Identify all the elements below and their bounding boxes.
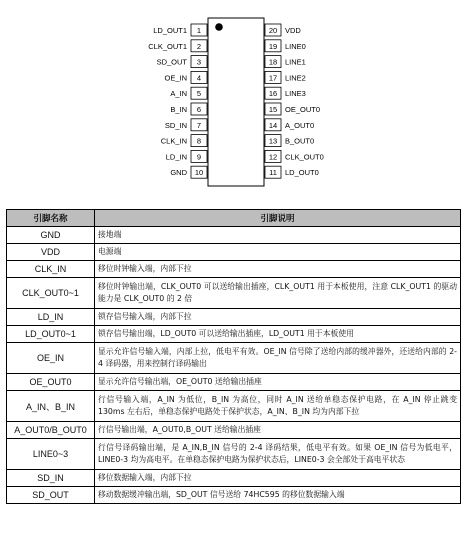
pin-description-cell: 显示允许信号输出端，OE_OUT0 送给输出插座 <box>95 374 461 391</box>
pin-name-cell: OE_OUT0 <box>7 374 95 391</box>
pin-description-cell: 锁存信号输出端，LD_OUT0 可以送给输出插座，LD_OUT1 用于本板使用 <box>95 326 461 343</box>
pin-number-left: 8 <box>196 136 202 146</box>
pin-label-left: CLK_IN <box>160 136 187 146</box>
pin-number-right: 12 <box>268 152 278 162</box>
pin-number-right: 14 <box>268 120 278 130</box>
pin-name-cell: SD_IN <box>7 470 95 487</box>
pin-name-cell: SD_OUT <box>7 487 95 504</box>
table-row <box>7 374 461 391</box>
table-row <box>7 326 461 343</box>
pin-number-right: 11 <box>269 168 277 178</box>
pin-number-right: 17 <box>268 73 278 83</box>
pin-label-right: CLK_OUT0 <box>285 152 324 162</box>
pin-description-cell: 移位数据输入端，内部下拉 <box>95 470 461 487</box>
table-row <box>7 261 461 278</box>
pin-name-cell: CLK_IN <box>7 261 95 278</box>
pin-number-left: 9 <box>196 152 202 162</box>
pin-number-right: 19 <box>268 41 278 51</box>
pin-number-left: 7 <box>196 120 202 130</box>
pin-label-right: LINE2 <box>285 73 306 83</box>
table-row <box>7 227 461 244</box>
pin-label-right: LD_OUT0 <box>285 168 319 178</box>
pin-description-cell: 显示允许信号输入端，内部上拉，低电平有效。OE_IN 信号除了送给内部的缓冲器外，还送给内部的 2-4 译码器，用来控制行译码输出 <box>95 343 461 374</box>
pin-description-cell: 行信号译码输出端，是 A_IN,B_IN 信号的 2-4 译码结果，低电平有效。如果 OE_IN 信号为低电平，LINE0-3 均为高电平。在单稳态保护电路为保护状态后，LINE0-3 会全部处于高电平状态 <box>95 439 461 470</box>
pin-label-left: LD_IN <box>165 152 187 162</box>
pin-number-right: 18 <box>268 57 278 67</box>
pin-name-cell: LD_IN <box>7 309 95 326</box>
table-header-row <box>7 210 461 227</box>
pin-description-cell: 移动数据缓冲输出端，SD_OUT 信号送给 74HC595 的移位数据输入端 <box>95 487 461 504</box>
pin-description-table <box>6 209 461 504</box>
pin-description-cell: 接地端 <box>95 227 461 244</box>
pin-label-right: VDD <box>285 26 301 35</box>
pin-label-right: B_OUT0 <box>285 136 315 146</box>
table-row <box>7 422 461 439</box>
pin-name-cell: A_IN、B_IN <box>7 391 95 422</box>
pin-name-cell: GND <box>7 227 95 244</box>
pin-name-cell: CLK_OUT0~1 <box>7 278 95 309</box>
pin-name-cell: OE_IN <box>7 343 95 374</box>
pin-number-right: 13 <box>268 136 278 146</box>
table-row <box>7 470 461 487</box>
pin-number-right: 16 <box>268 89 278 99</box>
pin-label-right: LINE0 <box>285 41 306 51</box>
pin-name-cell: VDD <box>7 244 95 261</box>
pin-label-left: A_IN <box>170 89 187 99</box>
pin-number-left: 5 <box>196 89 202 99</box>
pin-number-left: 2 <box>196 41 202 51</box>
pin-number-left: 1 <box>196 26 202 35</box>
pin-name-cell: LINE0~3 <box>7 439 95 470</box>
pin-number-left: 3 <box>196 57 202 67</box>
table-row <box>7 244 461 261</box>
pin-label-left: GND <box>170 168 187 178</box>
pin-label-left: LD_OUT1 <box>153 26 187 35</box>
pin-name-cell: A_OUT0/B_OUT0 <box>7 422 95 439</box>
pin1-marker-dot <box>215 23 223 31</box>
pin-label-left: B_IN <box>170 105 187 114</box>
pin-label-left: SD_OUT <box>156 57 187 67</box>
ic-body <box>208 18 264 186</box>
pin-description-cell: 锁存信号输入端，内部下拉 <box>95 309 461 326</box>
pin-number-right: 15 <box>268 105 278 114</box>
table-row <box>7 487 461 504</box>
pin-label-right: LINE1 <box>285 57 306 67</box>
pin-number-left: 4 <box>196 73 202 83</box>
pin-number-left: 10 <box>194 168 204 178</box>
table-row <box>7 309 461 326</box>
pin-name-cell: LD_OUT0~1 <box>7 326 95 343</box>
pin-description-cell: 行信号输出端，A_OUT0,B_OUT 送给输出插座 <box>95 422 461 439</box>
pin-description-cell: 移位时钟输入端，内部下拉 <box>95 261 461 278</box>
pin-number-left: 6 <box>196 105 202 114</box>
table-row <box>7 391 461 422</box>
header-pin-description: 引脚说明 <box>95 210 461 227</box>
pin-description-cell: 移位时钟输出端，CLK_OUT0 可以送给输出插座，CLK_OUT1 用于本板使用，注意 CLK_OUT1 的驱动能力是 CLK_OUT0 的 2 倍 <box>95 278 461 309</box>
pin-label-right: A_OUT0 <box>285 120 315 130</box>
pin-description-cell: 电源端 <box>95 244 461 261</box>
pin-description-cell: 行信号输入端，A_IN 为低位，B_IN 为高位，同时 A_IN 送给单稳态保护电路，在 A_IN 停止跳变 130ms 左右后，单稳态保护电路处于保护状态，A_IN、B_IN 均为内部下拉 <box>95 391 461 422</box>
ic-pinout-diagram <box>0 0 467 200</box>
pin-label-right: OE_OUT0 <box>285 105 321 114</box>
pin-label-right: LINE3 <box>285 89 306 99</box>
pin-label-left: OE_IN <box>164 73 187 83</box>
table-row <box>7 278 461 309</box>
pin-number-right: 20 <box>268 26 278 35</box>
table-row <box>7 439 461 470</box>
pin-label-left: SD_IN <box>164 120 187 130</box>
pin-label-left: CLK_OUT1 <box>148 41 187 51</box>
table-row <box>7 343 461 374</box>
header-pin-name: 引脚名称 <box>7 210 95 227</box>
